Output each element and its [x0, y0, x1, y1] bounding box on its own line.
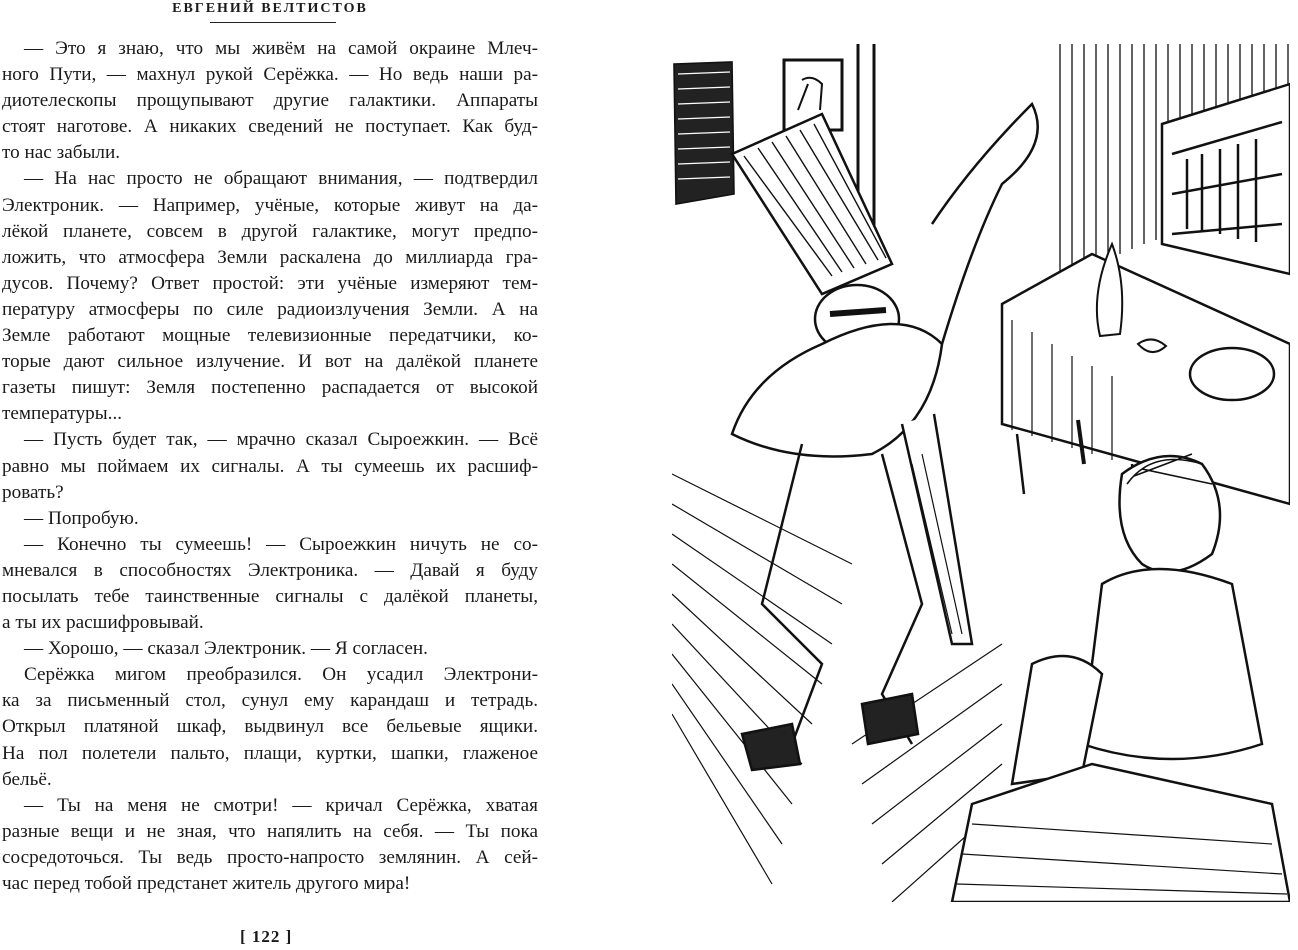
text-line: — На нас просто не обращают внимания, — подтвердил [24, 168, 538, 190]
text-line: ного Пути, — махнул рукой Серёжка. — Но ведь наши ра- [2, 64, 538, 86]
text-line: Серёжка мигом преобразился. Он усадил Электрони- [24, 664, 538, 686]
text-line: торые дают сильное излучение. И вот на далёкой планете [2, 351, 538, 373]
text-line: разные вещи и не зная, что напялить на себя. — Ты пока [2, 820, 538, 842]
running-head-author: ЕВГЕНИЙ ВЕЛТИСТОВ [172, 1, 368, 16]
text-line: то нас забыли. [2, 142, 121, 164]
illustration-drawing [672, 44, 1290, 902]
text-line: Электроник. — Например, учёные, которые живут на да- [2, 194, 538, 216]
text-line: — Хорошо, — сказал Электроник. — Я согласен. [24, 638, 428, 660]
wall-bookshelf [1162, 84, 1290, 274]
left-page [0, 0, 560, 950]
text-line: диотелескопы прощупывают другие галактики. Аппараты [2, 90, 538, 112]
text-line: газеты пишут: Земля постепенно распадается от высокой [2, 377, 538, 399]
running-head-rule [210, 22, 336, 23]
page-number: [ 122 ] [240, 927, 293, 946]
text-line: температуры... [2, 403, 123, 425]
text-line: сосредоточься. Ты ведь просто-напросто землянин. А сей- [2, 846, 538, 868]
text-line: — Ты на меня не смотри! — кричал Серёжка, хватая [24, 794, 538, 816]
text-line: а ты их расшифровывай. [2, 612, 204, 634]
book-illustration [672, 44, 1290, 902]
text-line: ровать? [2, 481, 64, 503]
text-line: На пол полетели пальто, плащи, куртки, шапки, глаженое [2, 742, 538, 764]
text-line: стоят наготове. А никаких сведений не поступает. Как буд- [2, 116, 538, 138]
text-line: — Пусть будет так, — мрачно сказал Сыроежкин. — Всё [24, 429, 538, 451]
text-line: — Это я знаю, что мы живём на самой окраине Млеч- [24, 38, 538, 59]
text-line: Открыл платяной шкаф, выдвинул все бельевые ящики. [2, 716, 538, 738]
text-line: — Попробую. [24, 507, 139, 529]
left-shelves [674, 62, 734, 204]
seated-boy [952, 454, 1290, 902]
text-line: посылать тебе таинственные сигналы с далёкой планеты, [2, 585, 538, 607]
text-line: лёкой планете, совсем в другой галактике, могут предпо- [2, 220, 538, 242]
text-line: час перед тобой предстанет житель другого мира! [2, 873, 411, 894]
text-line: — Конечно ты сумеешь! — Сыроежкин ничуть не со- [24, 533, 538, 555]
text-line: пературу атмосферы по силе радиоизлучения Земли. А на [2, 298, 538, 320]
text-line: бельё. [2, 768, 52, 790]
text-line: дусов. Почему? Ответ простой: эти учёные измеряют тем- [2, 272, 538, 294]
costumed-boy [732, 104, 1038, 770]
text-line: равно мы поймаем их сигналы. А ты сумеешь их расшиф- [2, 455, 538, 477]
text-line: ложить, что атмосфера Земли раскалена до миллиарда гра- [2, 246, 538, 268]
text-line: мневался в способностях Электроника. — Давай я буду [2, 559, 538, 581]
body-text [2, 36, 538, 897]
text-line: ка за письменный стол, сунул ему карандаш и тетрадь. [2, 690, 538, 712]
text-line: Земле работают мощные телевизионные передатчики, ко- [2, 325, 538, 347]
